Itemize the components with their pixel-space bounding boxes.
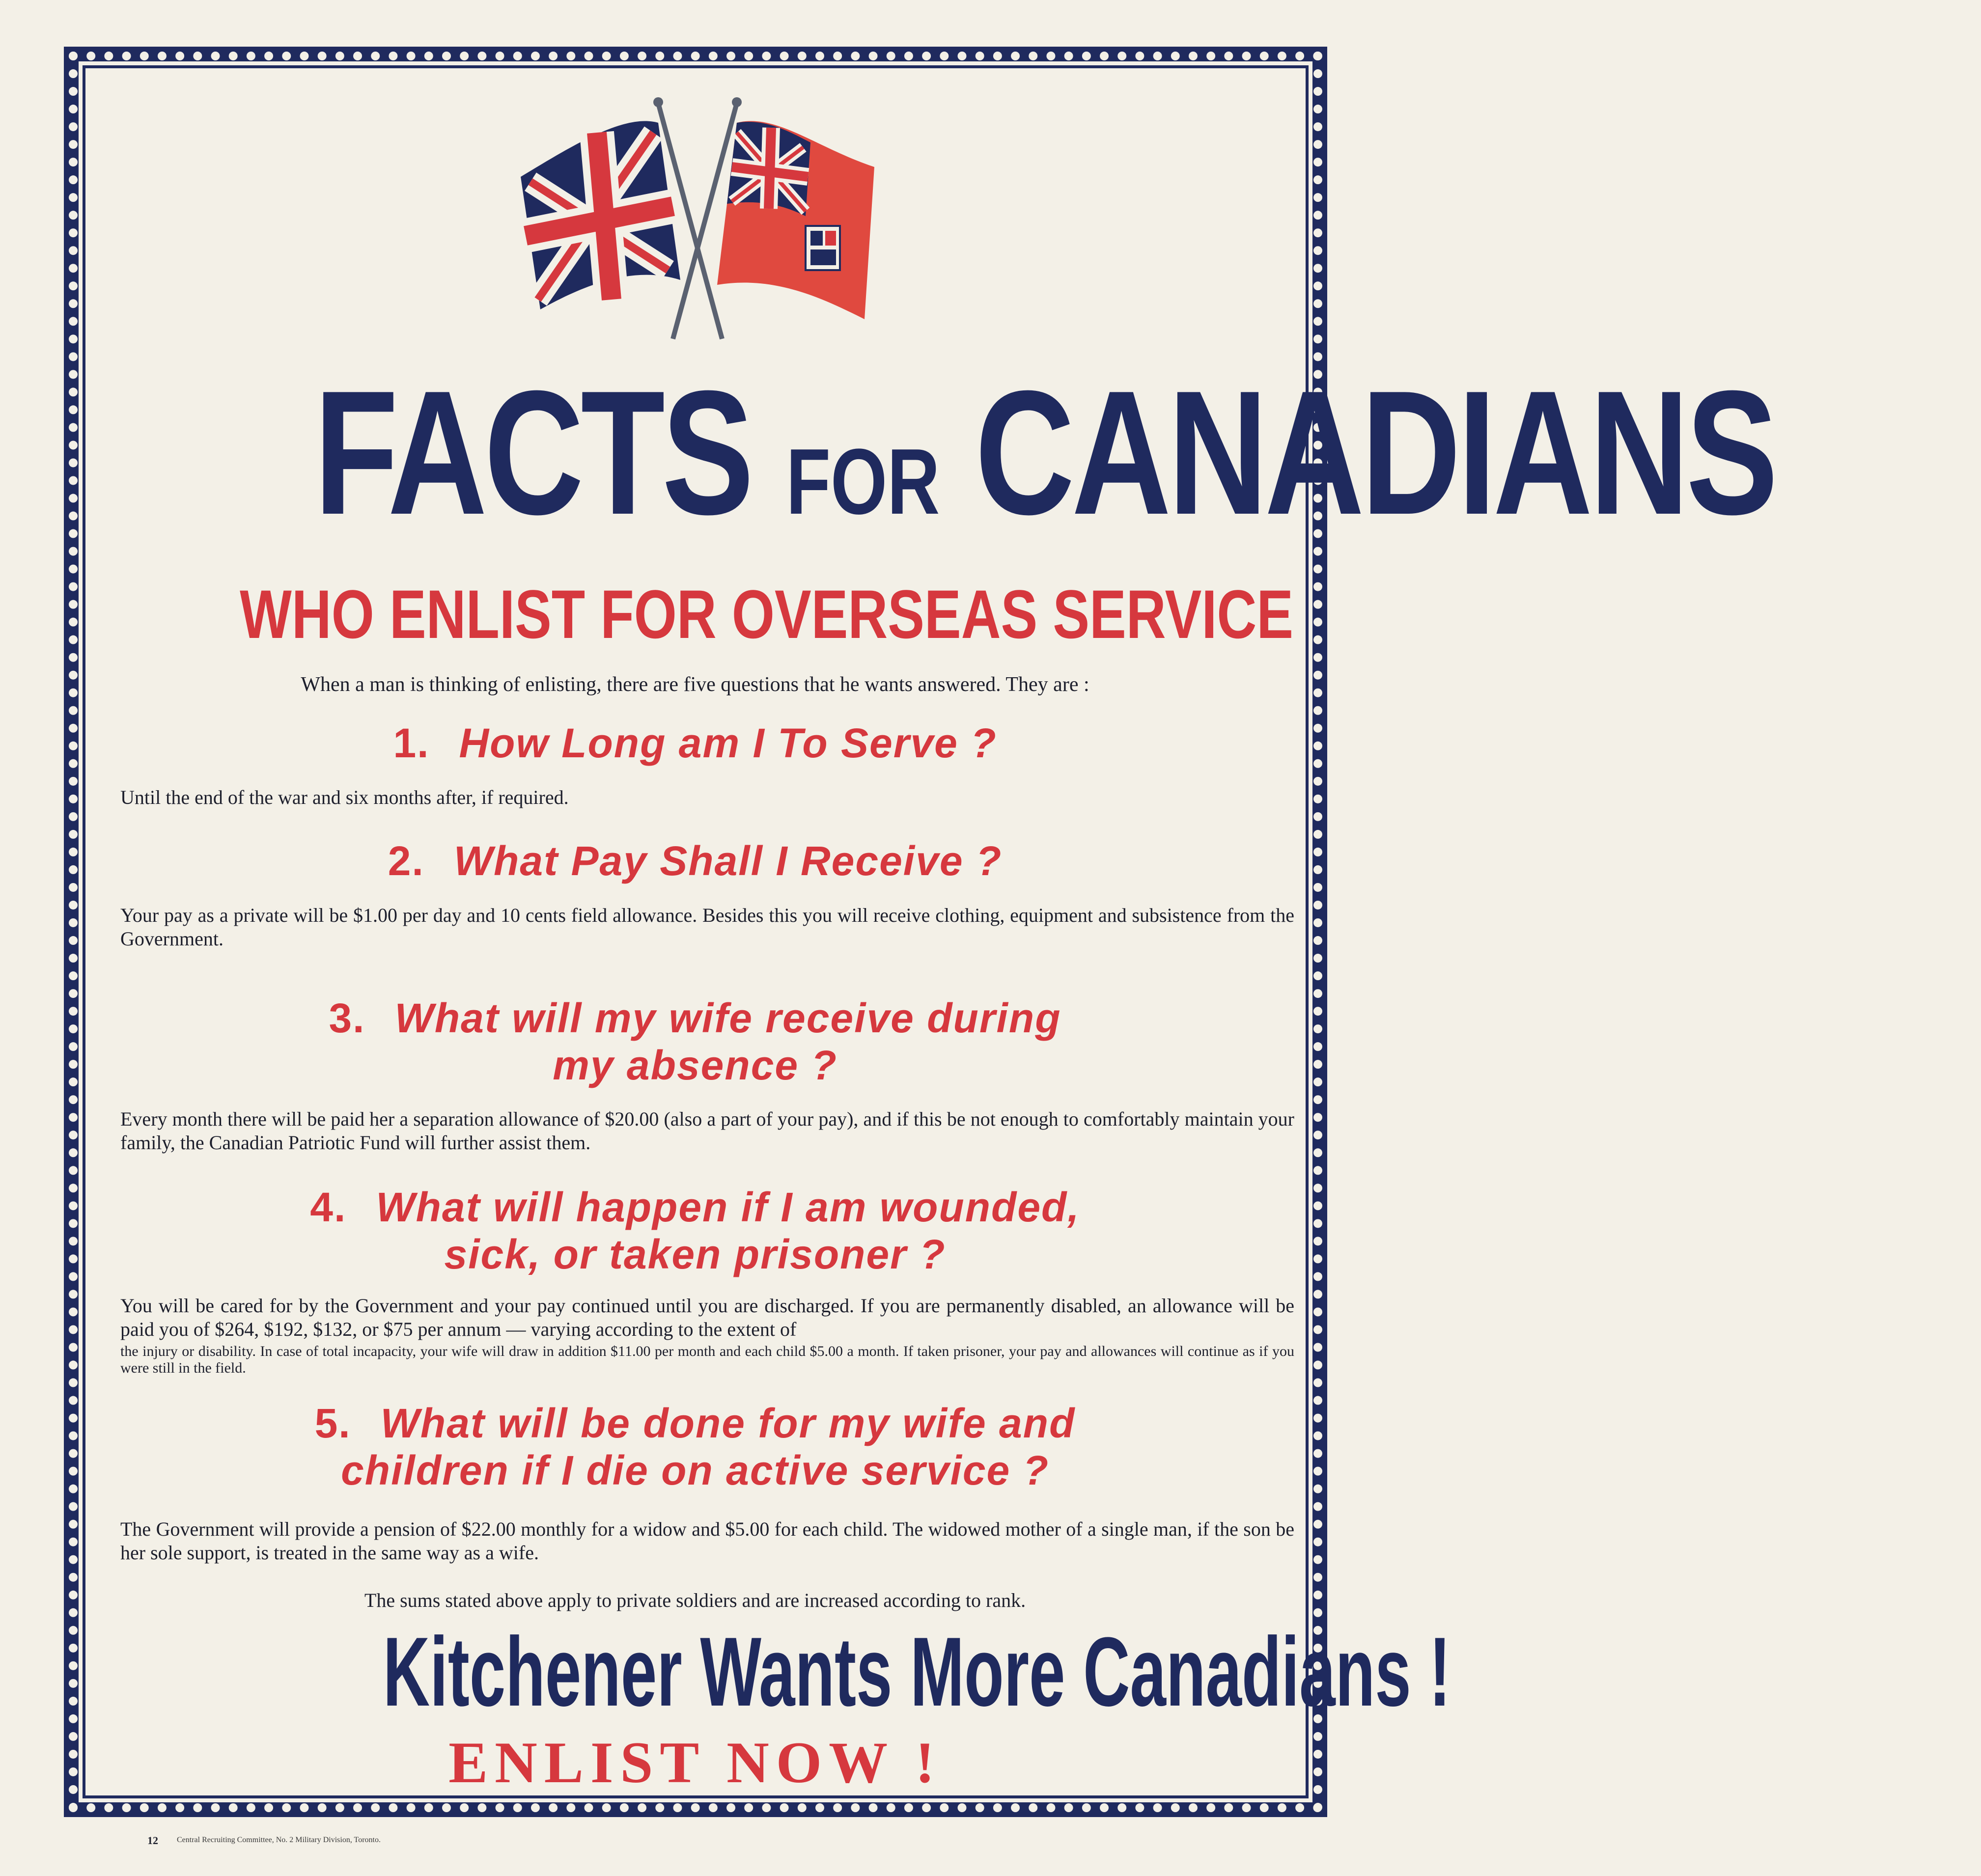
answer-4: You will be cared for by the Government and your pay continued until you are discharged. If you are permanently disabled, an allowance will be paid you of $264, $192, $132, or $75 per annum — varying according to the extent of — [120, 1295, 1294, 1340]
poster-content — [108, 83, 1775, 1795]
question-text: How Long am I To Serve ? — [459, 720, 997, 766]
answer-4-fine-print: the injury or disability. In case of total incapacity, your wife will draw in addition $11.00 per month and each child $5.00 a month. If taken prisoner, your pay and allowances will continue as if you were still in the field. — [120, 1343, 1294, 1376]
question-5 — [108, 1400, 1282, 1494]
question-text: What Pay Shall I Receive ? — [453, 838, 1003, 884]
kitchener-headline — [108, 1616, 1451, 1729]
answer-1: Until the end of the war and six months after, if required. — [120, 786, 569, 808]
subtitle-text: WHO ENLIST FOR OVERSEAS SERVICE — [240, 576, 1294, 653]
question-4 — [108, 1184, 1282, 1278]
question-text-line2: sick, or taken prisoner ? — [444, 1231, 946, 1277]
title-for: FOR — [786, 430, 940, 534]
question-text: What will my wife receive during — [394, 995, 1061, 1041]
enlist-now-headline: ENLIST NOW ! — [448, 1730, 942, 1795]
printer-credit: Central Recruiting Committee, No. 2 Military Division, Toronto. — [177, 1836, 381, 1844]
title-canadians: CANADIANS — [975, 354, 1775, 552]
answer-5: The Government will provide a pension of $22.00 monthly for a widow and $5.00 for each child. The widowed mother of a single man, if the son be her sole support, is treated in the same way as a wife. — [120, 1518, 1294, 1564]
subtitle — [108, 575, 1294, 654]
question-number: 2. — [388, 838, 424, 884]
crossed-flags-icon — [511, 93, 884, 349]
question-number: 4. — [310, 1184, 347, 1230]
question-2 — [108, 837, 1282, 884]
question-text: What will happen if I am wounded, — [376, 1184, 1080, 1230]
question-number: 3. — [329, 995, 365, 1041]
title-facts: FACTS — [314, 354, 751, 552]
question-1 — [108, 719, 1282, 767]
poster-number: 12 — [147, 1834, 158, 1847]
intro-text: When a man is thinking of enlisting, there are five questions that he wants answered. They are : — [301, 673, 1089, 696]
kitchener-text: Kitchener Wants More Canadians ! — [383, 1617, 1451, 1727]
question-number: 1. — [393, 720, 430, 766]
page-title — [108, 351, 1775, 554]
answer-2: Your pay as a private will be $1.00 per day and 10 cents field allowance. Besides this you will receive clothing, equipment and subsistence from the Government. — [120, 904, 1294, 950]
answer-3: Every month there will be paid her a separation allowance of $20.00 (also a part of your pay), and if this be not enough to comfortably maintain your family, the Canadian Patriotic Fund will further assist them. — [120, 1108, 1294, 1154]
question-number: 5. — [314, 1400, 351, 1446]
rank-note: The sums stated above apply to private soldiers and are increased according to rank. — [364, 1589, 1026, 1611]
question-text-line2: my absence ? — [553, 1042, 837, 1088]
union-jack-flag — [521, 121, 680, 309]
red-ensign-flag — [717, 121, 874, 319]
question-text: What will be done for my wife and — [380, 1400, 1076, 1446]
question-text-line2: children if I die on active service ? — [341, 1447, 1049, 1493]
question-3 — [108, 994, 1282, 1089]
